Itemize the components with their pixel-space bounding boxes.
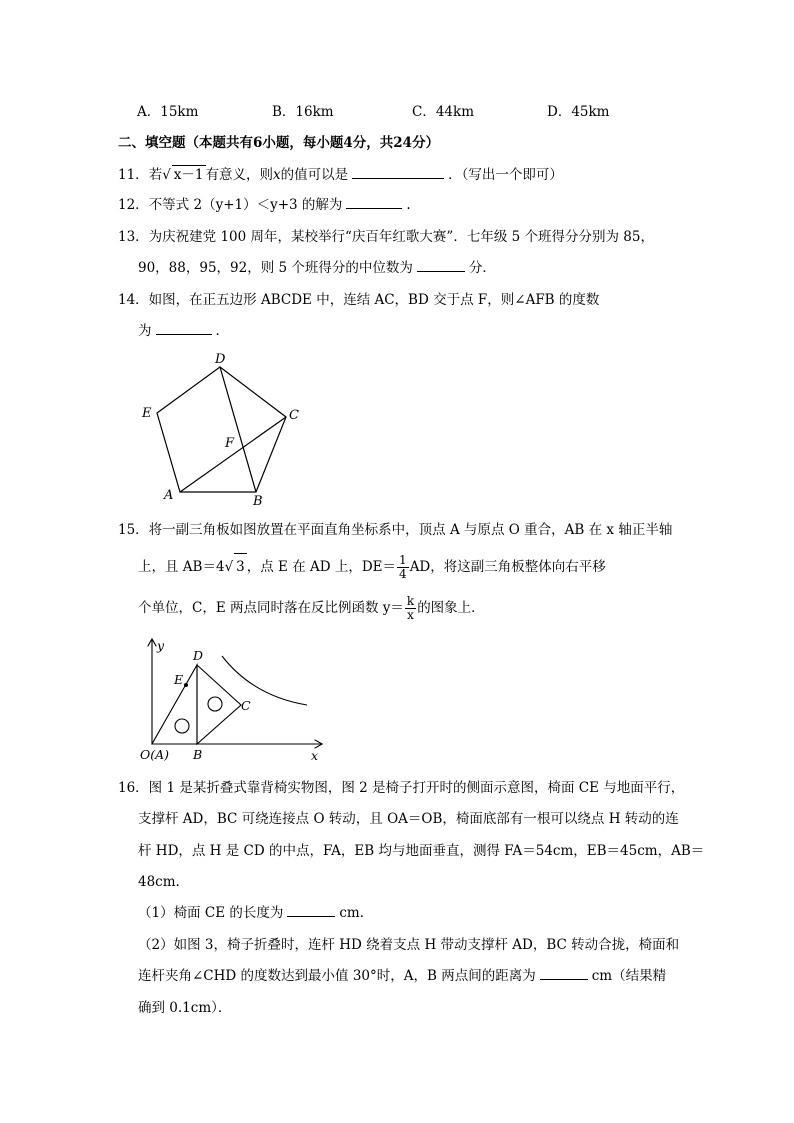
label-x: x: [311, 748, 319, 763]
label-a: A: [164, 488, 174, 503]
q11-radicand: x－1: [173, 167, 204, 183]
q16-line3: 杆 HD，点 H 是 CD 的中点，FA，EB 均与地面垂直，测得 FA＝54cm，EB＝45cm，AB＝: [138, 843, 705, 859]
q16-sub1-tail: cm．: [339, 905, 374, 921]
q15-line2: [138, 553, 606, 581]
coordinate-figure: [135, 632, 335, 772]
q15-line3: [138, 595, 485, 622]
q12-text: 12．: [118, 197, 149, 213]
q15-line1: 15．将一副三角板如图放置在平面直角坐标系中，顶点 A 与原点 O 重合，AB 在 x 轴正半轴: [118, 522, 673, 538]
q13-answer-blank[interactable]: [417, 259, 465, 272]
q16-line2: 支撑杆 AD，BC 可绕连接点 O 转动，且 OA＝OB，椅面底部有一根可以绕点 H 转动的连: [138, 811, 679, 827]
q13-line1: 13．为庆祝建党 100 周年，某校举行“庆百年红歌大赛”．七年级 5 个班得分分别为 85，: [118, 229, 654, 245]
q16-sub2-text: 连杆夹角∠CHD 的度数达到最小值 30°时，A，B 两点间的距离为: [138, 968, 536, 984]
q14-line1: 14．如图，在正五边形 ABCDE 中，连结 AC，BD 交于点 F，则∠AFB 的度数: [118, 292, 600, 308]
label-d: D: [215, 352, 226, 367]
label-b: B: [253, 494, 263, 509]
label-b: B: [193, 747, 203, 762]
q14-tail: ．: [215, 323, 229, 339]
label-c: C: [241, 698, 251, 713]
hole-left: [175, 719, 189, 733]
q16-sub2-tail: cm（结果精: [591, 968, 667, 984]
radical-sign: √: [162, 167, 171, 183]
q15-sqrt: 3: [234, 553, 247, 580]
q16-sub2-blank[interactable]: [540, 967, 588, 980]
q15-frac-num: 1: [399, 553, 407, 567]
q11-tail: ．（写出一个即可）: [448, 167, 563, 183]
q13-line2: [138, 259, 496, 277]
q12-body: 不等式 2（y+1）＜y+3 的解为: [148, 197, 343, 213]
q16-sub1-text: （1）椅面 CE 的长度为: [138, 905, 284, 921]
option-d: D．45km: [547, 104, 610, 120]
label-d: D: [193, 648, 204, 663]
q15-line3-post: 的图象上．: [417, 600, 485, 616]
q14-line2: [138, 322, 229, 340]
q14-line2-text: 为: [138, 323, 152, 339]
q16-sub2-line2: [138, 967, 666, 985]
q11-answer-blank[interactable]: [352, 166, 444, 179]
diagonal-bd: [220, 367, 256, 492]
q13-tail: 分．: [468, 260, 496, 276]
q16-sub1-blank[interactable]: [287, 904, 335, 917]
q15-frac-den: 4: [399, 567, 407, 581]
q15-func-num: k: [406, 594, 415, 608]
label-origin: O(A): [140, 747, 170, 762]
q15-line2-pre: 上，且 AB＝4: [138, 559, 225, 575]
q16-sub2-line1: （2）如图 3，椅子折叠时，连杆 HD 绕着支点 H 带动支撑杆 AD，BC 转动合拢，椅面和: [138, 937, 680, 953]
question-11: [118, 165, 563, 184]
q12-answer-blank[interactable]: [346, 196, 402, 209]
option-c: C．44km: [412, 104, 474, 120]
label-e: E: [174, 672, 184, 687]
question-12: [118, 196, 411, 214]
option-b: B．16km: [272, 104, 334, 120]
q15-line3-pre: 个单位，C，E 两点同时落在反比例函数 y＝: [138, 600, 404, 616]
q13-line2-text: 90，88，95，92，则 5 个班得分的中位数为: [138, 260, 413, 276]
q15-func-den: x: [407, 608, 414, 622]
label-f: F: [225, 436, 235, 451]
q11-mid: 有意义，则: [205, 167, 273, 183]
hyperbola-curve: [222, 656, 307, 705]
q16-line4: 48cm．: [138, 874, 190, 890]
q14-answer-blank[interactable]: [156, 322, 212, 335]
q16-sub1: [138, 904, 373, 922]
q16-sub2-line3: 确到 0.1cm）．: [138, 1000, 232, 1016]
point-e: [184, 683, 188, 687]
radical-sign: √: [224, 559, 234, 575]
hole-right: [208, 697, 222, 711]
q11-pre: 若: [148, 167, 163, 183]
q15-fraction: [397, 554, 409, 581]
diagonal-ac: [180, 417, 286, 492]
option-a: A．15km: [137, 104, 199, 120]
section-title: 二、填空题（本题共有6小题，每小题4分，共24分）: [118, 135, 440, 151]
label-c: C: [289, 408, 299, 423]
q11-post: 的值可以是: [280, 167, 349, 183]
q12-tail: .: [406, 197, 411, 213]
q11-number: 11．: [118, 167, 149, 183]
q15-func-fraction: [405, 595, 416, 622]
triangle-bcd: [197, 665, 241, 744]
label-e: E: [142, 406, 152, 421]
q11-var: x: [273, 167, 281, 183]
q15-line2-post: AD，将这副三角板整体向右平移: [409, 559, 606, 575]
pentagon-outline: [157, 367, 286, 492]
pentagon-figure: [135, 345, 310, 510]
label-y: y: [157, 638, 165, 653]
q15-line2-mid: ，点 E 在 AD 上，DE＝: [246, 559, 397, 575]
q16-line1: 16．图 1 是某折叠式靠背椅实物图，图 2 是椅子打开时的侧面示意图，椅面 CE 与地面平行，: [118, 780, 685, 796]
